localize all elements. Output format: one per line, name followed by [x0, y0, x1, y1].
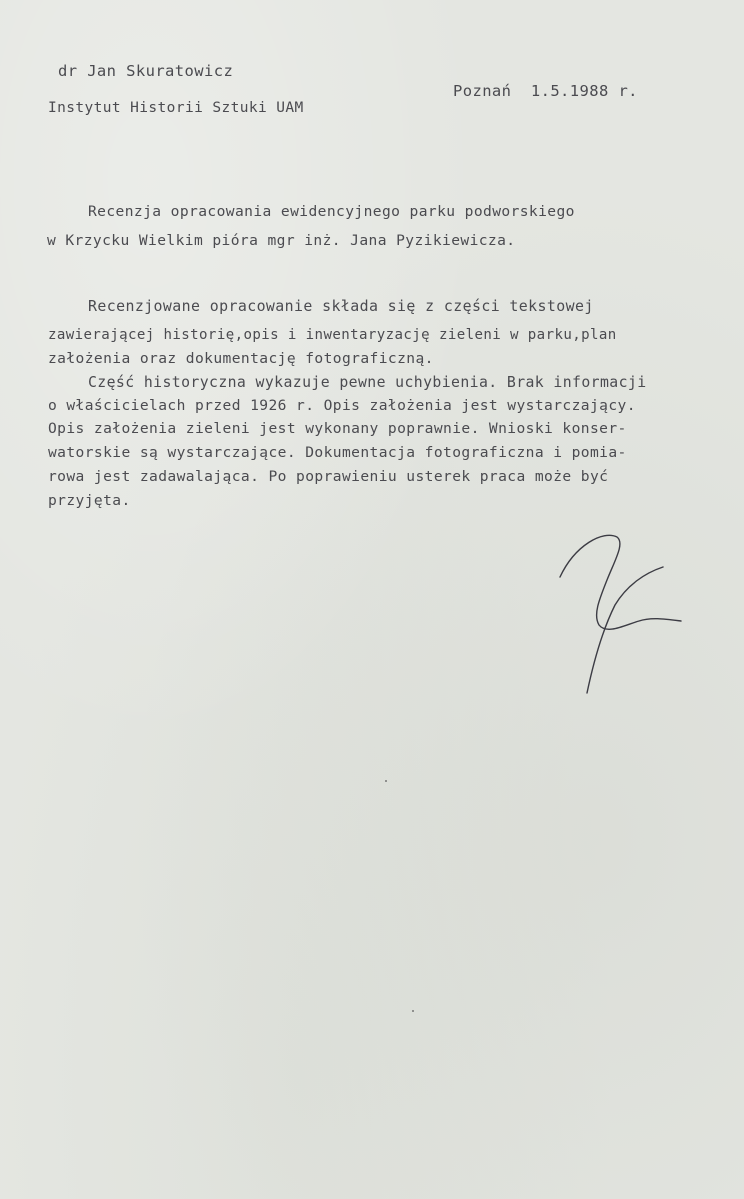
body-line-8: rowa jest zadawalająca. Po poprawieniu usterek praca może być — [48, 468, 609, 485]
body-line-6: Opis założenia zieleni jest wykonany poprawnie. Wnioski konser- — [48, 420, 627, 437]
body-line-5: o właścicielach przed 1926 r. Opis założenia jest wystarczający. — [48, 397, 636, 414]
speck — [412, 1010, 414, 1012]
subject-line-2: w Krzycku Wielkim pióra mgr inż. Jana Pyzikiewicza. — [47, 232, 516, 249]
body-line-2: zawierającej historię,opis i inwentaryzację zieleni w parku,plan — [48, 327, 617, 343]
speck — [385, 780, 387, 782]
body-line-9: przyjęta. — [48, 492, 131, 509]
author-name: dr Jan Skuratowicz — [58, 62, 234, 80]
place-date: Poznań 1.5.1988 r. — [453, 82, 638, 100]
body-line-7: watorskie są wystarczające. Dokumentacja fotograficzna i pomia- — [48, 444, 627, 461]
body-line-1: Recenzjowane opracowanie składa się z części tekstowej — [88, 297, 594, 315]
institution: Instytut Historii Sztuki UAM — [48, 100, 304, 116]
handwritten-signature — [555, 525, 685, 700]
body-line-3: założenia oraz dokumentację fotograficzną. — [48, 350, 434, 367]
subject-line-1: Recenzja opracowania ewidencyjnego parku podworskiego — [88, 203, 575, 220]
body-line-4: Część historyczna wykazuje pewne uchybienia. Brak informacji — [88, 374, 647, 391]
